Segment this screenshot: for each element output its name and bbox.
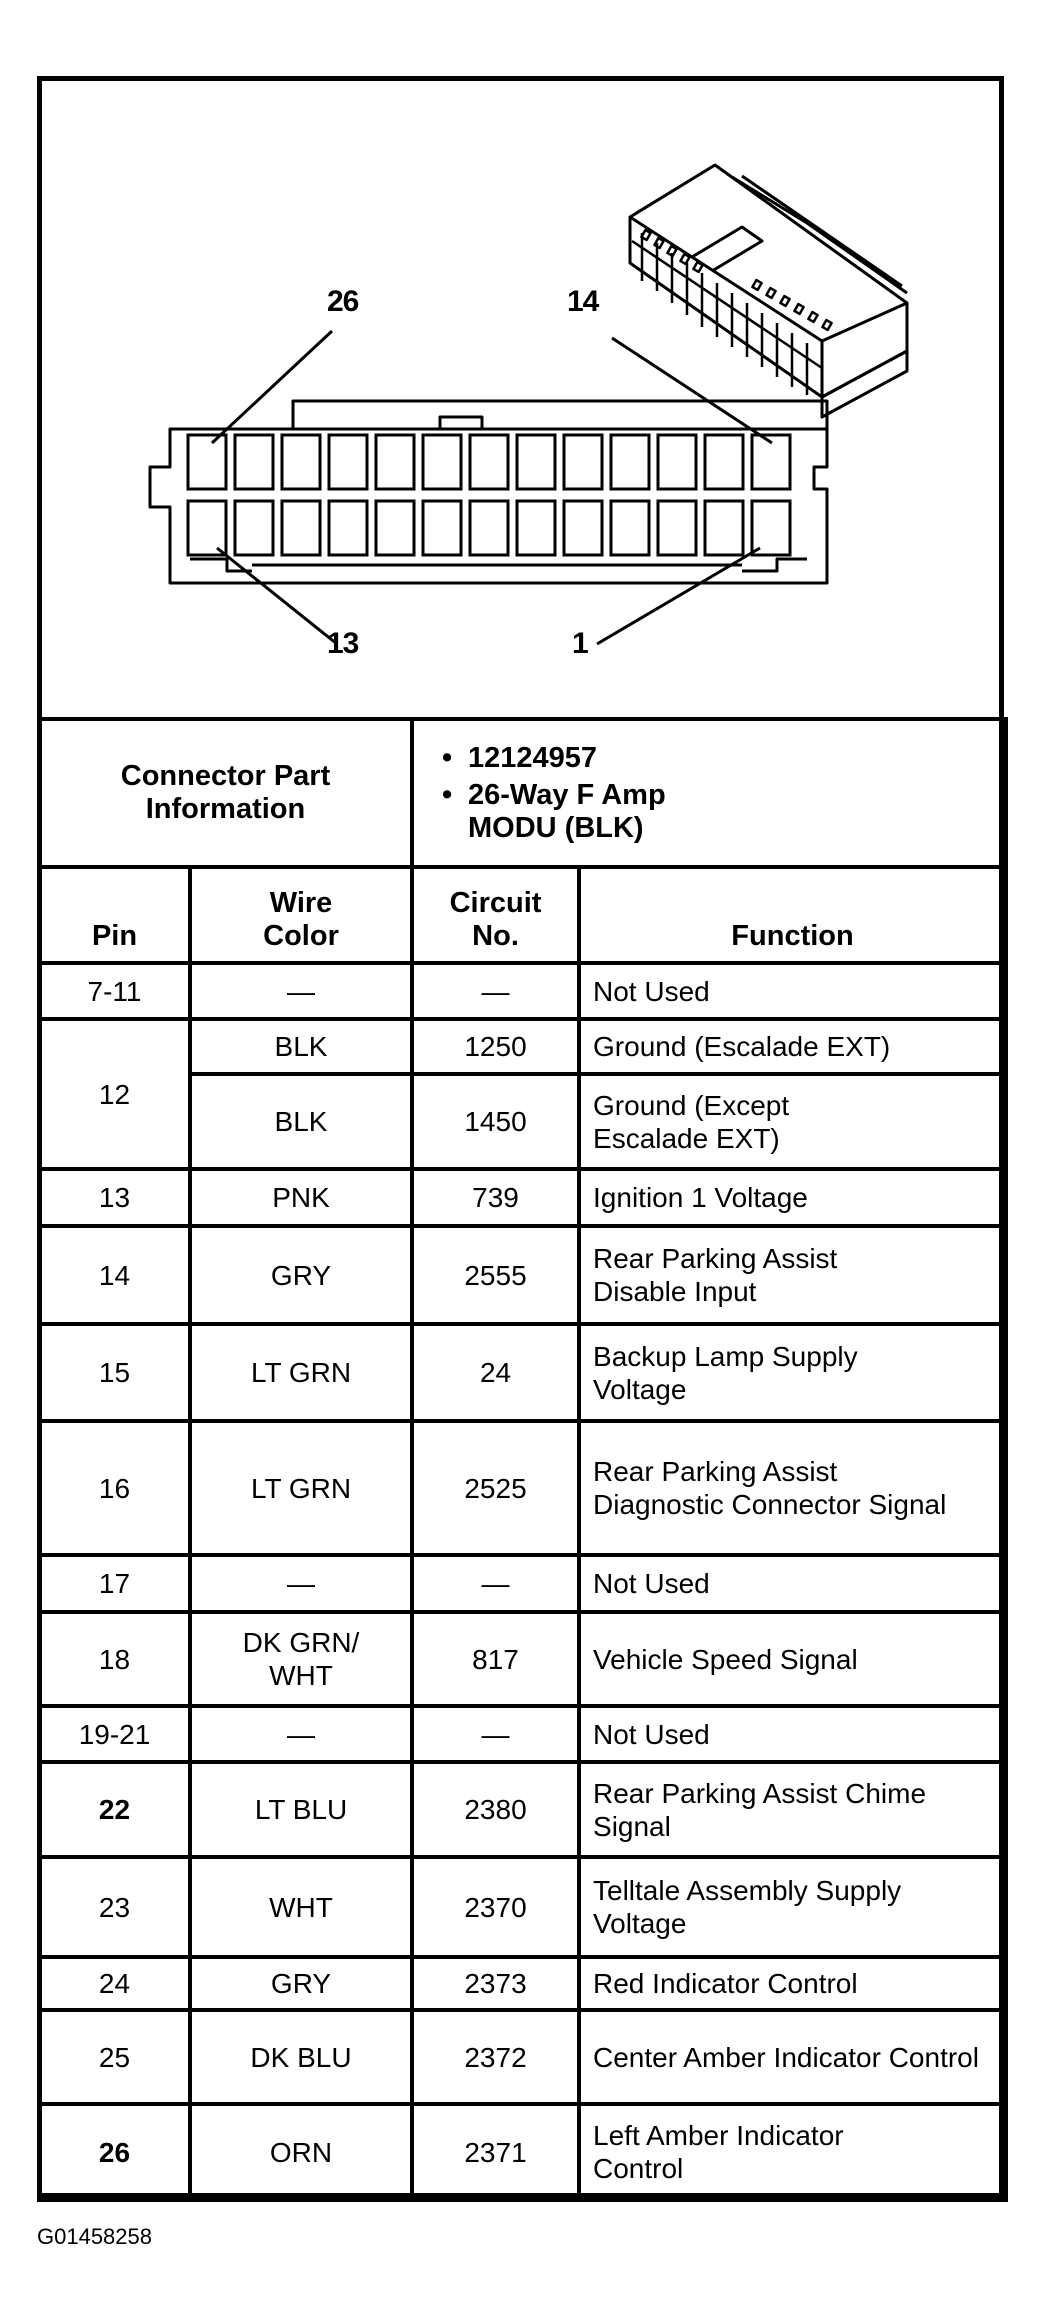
pinout-table (37, 717, 1008, 2202)
pin-cavity (282, 501, 320, 555)
wire-color-cell: LT BLU (190, 1762, 412, 1857)
function-cell (579, 1324, 1006, 1421)
connector-face-drawing (42, 81, 999, 717)
pin-cavity (188, 501, 226, 555)
pin-cavity (611, 501, 649, 555)
wire-color-cell: LT GRN (190, 1421, 412, 1555)
connector-part-number: • 12124957 (442, 742, 994, 775)
table-row (39, 1857, 1006, 1957)
function-cell: Red Indicator Control (579, 1957, 1006, 2010)
function-text: Center Amber Indicator Control (593, 2041, 979, 2073)
pin-cell: 7-11 (39, 963, 190, 1019)
connector-info-label-text: Connector Part Information (120, 760, 331, 825)
circuit-cell: 2370 (412, 1857, 579, 1957)
function-cell: Not Used (579, 963, 1006, 1019)
circuit-cell: 2555 (412, 1226, 579, 1324)
circuit-cell: — (412, 1706, 579, 1762)
wire-color-cell: — (190, 1706, 412, 1762)
table-row (39, 1957, 1006, 2010)
pin-cavity (517, 501, 555, 555)
table-row (39, 1421, 1006, 1555)
wire-color-cell: BLK (190, 1019, 412, 1074)
wire-color-cell: GRY (190, 1226, 412, 1324)
pin-cavity (188, 435, 226, 489)
connector-description: • 26-Way F Amp MODU (BLK) (442, 779, 678, 845)
table-row (39, 963, 1006, 1019)
circuit-cell: 2525 (412, 1421, 579, 1555)
function-text: Telltale Assembly Supply Voltage (593, 1875, 902, 1939)
function-cell (579, 2010, 1006, 2104)
function-cell (579, 1074, 1006, 1169)
connector-info-label (39, 719, 412, 867)
pin-cell: 12 (39, 1019, 190, 1169)
pin-cell: 13 (39, 1169, 190, 1226)
connector-figure (37, 76, 1004, 2198)
pin-cell: 26 (39, 2104, 190, 2200)
figure-id: G01458258 (37, 2224, 152, 2249)
function-cell (579, 1857, 1006, 1957)
function-cell: Not Used (579, 1706, 1006, 1762)
pin-cell: 19-21 (39, 1706, 190, 1762)
table-row (39, 1019, 1006, 1074)
pin-cell: 17 (39, 1555, 190, 1612)
pin-cavity (235, 501, 273, 555)
connector-3d-icon (630, 165, 907, 417)
table-row (39, 1555, 1006, 1612)
header-pin: Pin (39, 867, 190, 963)
circuit-cell: 2373 (412, 1957, 579, 2010)
function-text: Ground (Except Escalade EXT) (593, 1089, 790, 1154)
table-row (39, 1706, 1006, 1762)
function-text: Rear Parking Assist Disable Input (593, 1243, 838, 1307)
pin-cell: 22 (39, 1762, 190, 1857)
function-cell (579, 1226, 1006, 1324)
function-cell: Vehicle Speed Signal (579, 1612, 1006, 1706)
function-cell: Ground (Escalade EXT) (579, 1019, 1006, 1074)
pin-cavity (658, 435, 696, 489)
function-cell: Ignition 1 Voltage (579, 1169, 1006, 1226)
circuit-cell: 739 (412, 1169, 579, 1226)
pin-cavity (376, 501, 414, 555)
function-text: Rear Parking Assist Chime Signal (593, 1777, 927, 1842)
circuit-cell: 2380 (412, 1762, 579, 1857)
wire-color-cell: WHT (190, 1857, 412, 1957)
table-row (39, 1169, 1006, 1226)
pin-cavity (517, 435, 555, 489)
circuit-cell: 1250 (412, 1019, 579, 1074)
pin-cavity (611, 435, 649, 489)
pin-cell: 16 (39, 1421, 190, 1555)
function-text: Left Amber Indicator Control (593, 2120, 844, 2184)
wire-color-cell: GRY (190, 1957, 412, 2010)
pin-cavity (705, 501, 743, 555)
wire-color-cell: — (190, 1555, 412, 1612)
circuit-cell: 24 (412, 1324, 579, 1421)
pin-cavity (423, 501, 461, 555)
table-row (39, 2104, 1006, 2200)
circuit-cell: 817 (412, 1612, 579, 1706)
wire-color-cell: LT GRN (190, 1324, 412, 1421)
pin-cell: 25 (39, 2010, 190, 2104)
pin-cavity (658, 501, 696, 555)
pin-cell: 15 (39, 1324, 190, 1421)
wire-color-cell: PNK (190, 1169, 412, 1226)
pin-label-13: 13 (327, 627, 359, 660)
pin-cavity (470, 435, 508, 489)
wire-color-cell (190, 1612, 412, 1706)
pin-cavity (329, 435, 367, 489)
connector-diagram (42, 81, 999, 717)
wire-color-cell: DK BLU (190, 2010, 412, 2104)
header-circuit-no (412, 867, 579, 963)
pin-cavity (564, 501, 602, 555)
pin-cavity (282, 435, 320, 489)
pin-label-26: 26 (327, 285, 359, 318)
connector-info-row (39, 719, 1006, 867)
pin-cavity (329, 501, 367, 555)
wire-color-text: DK GRN/ WHT (242, 1627, 360, 1691)
header-circuit-no-text: Circuit No. (449, 887, 542, 952)
function-cell: Not Used (579, 1555, 1006, 1612)
wire-color-cell: BLK (190, 1074, 412, 1169)
function-cell (579, 2104, 1006, 2200)
header-function: Function (579, 867, 1006, 963)
circuit-cell: 2372 (412, 2010, 579, 2104)
pin-cavity (705, 435, 743, 489)
pin-cavity (470, 501, 508, 555)
wire-color-cell: ORN (190, 2104, 412, 2200)
pin-cell: 23 (39, 1857, 190, 1957)
function-text: Rear Parking Assist Diagnostic Connector Signal (593, 1456, 947, 1520)
pin-cell: 24 (39, 1957, 190, 2010)
circuit-cell: 2371 (412, 2104, 579, 2200)
pin-cavity (564, 435, 602, 489)
function-cell (579, 1421, 1006, 1555)
function-cell (579, 1762, 1006, 1857)
pin-cell: 14 (39, 1226, 190, 1324)
circuit-cell: 1450 (412, 1074, 579, 1169)
table-row (39, 1612, 1006, 1706)
pin-cavity (423, 435, 461, 489)
circuit-cell: — (412, 1555, 579, 1612)
pin-cavity (752, 501, 790, 555)
circuit-cell: — (412, 963, 579, 1019)
pin-label-1: 1 (572, 627, 588, 660)
header-wire-color-text: Wire Color (263, 887, 339, 952)
function-text: Backup Lamp Supply Voltage (593, 1340, 858, 1405)
table-row (39, 1324, 1006, 1421)
wire-color-cell: — (190, 963, 412, 1019)
table-row (39, 1226, 1006, 1324)
pin-cell: 18 (39, 1612, 190, 1706)
pin-label-14: 14 (567, 285, 599, 318)
connector-info-list (412, 719, 1006, 867)
table-row (39, 2010, 1006, 2104)
pin-cavity (376, 435, 414, 489)
pin-cavity (235, 435, 273, 489)
table-row (39, 1762, 1006, 1857)
header-row (39, 867, 1006, 963)
header-wire-color (190, 867, 412, 963)
